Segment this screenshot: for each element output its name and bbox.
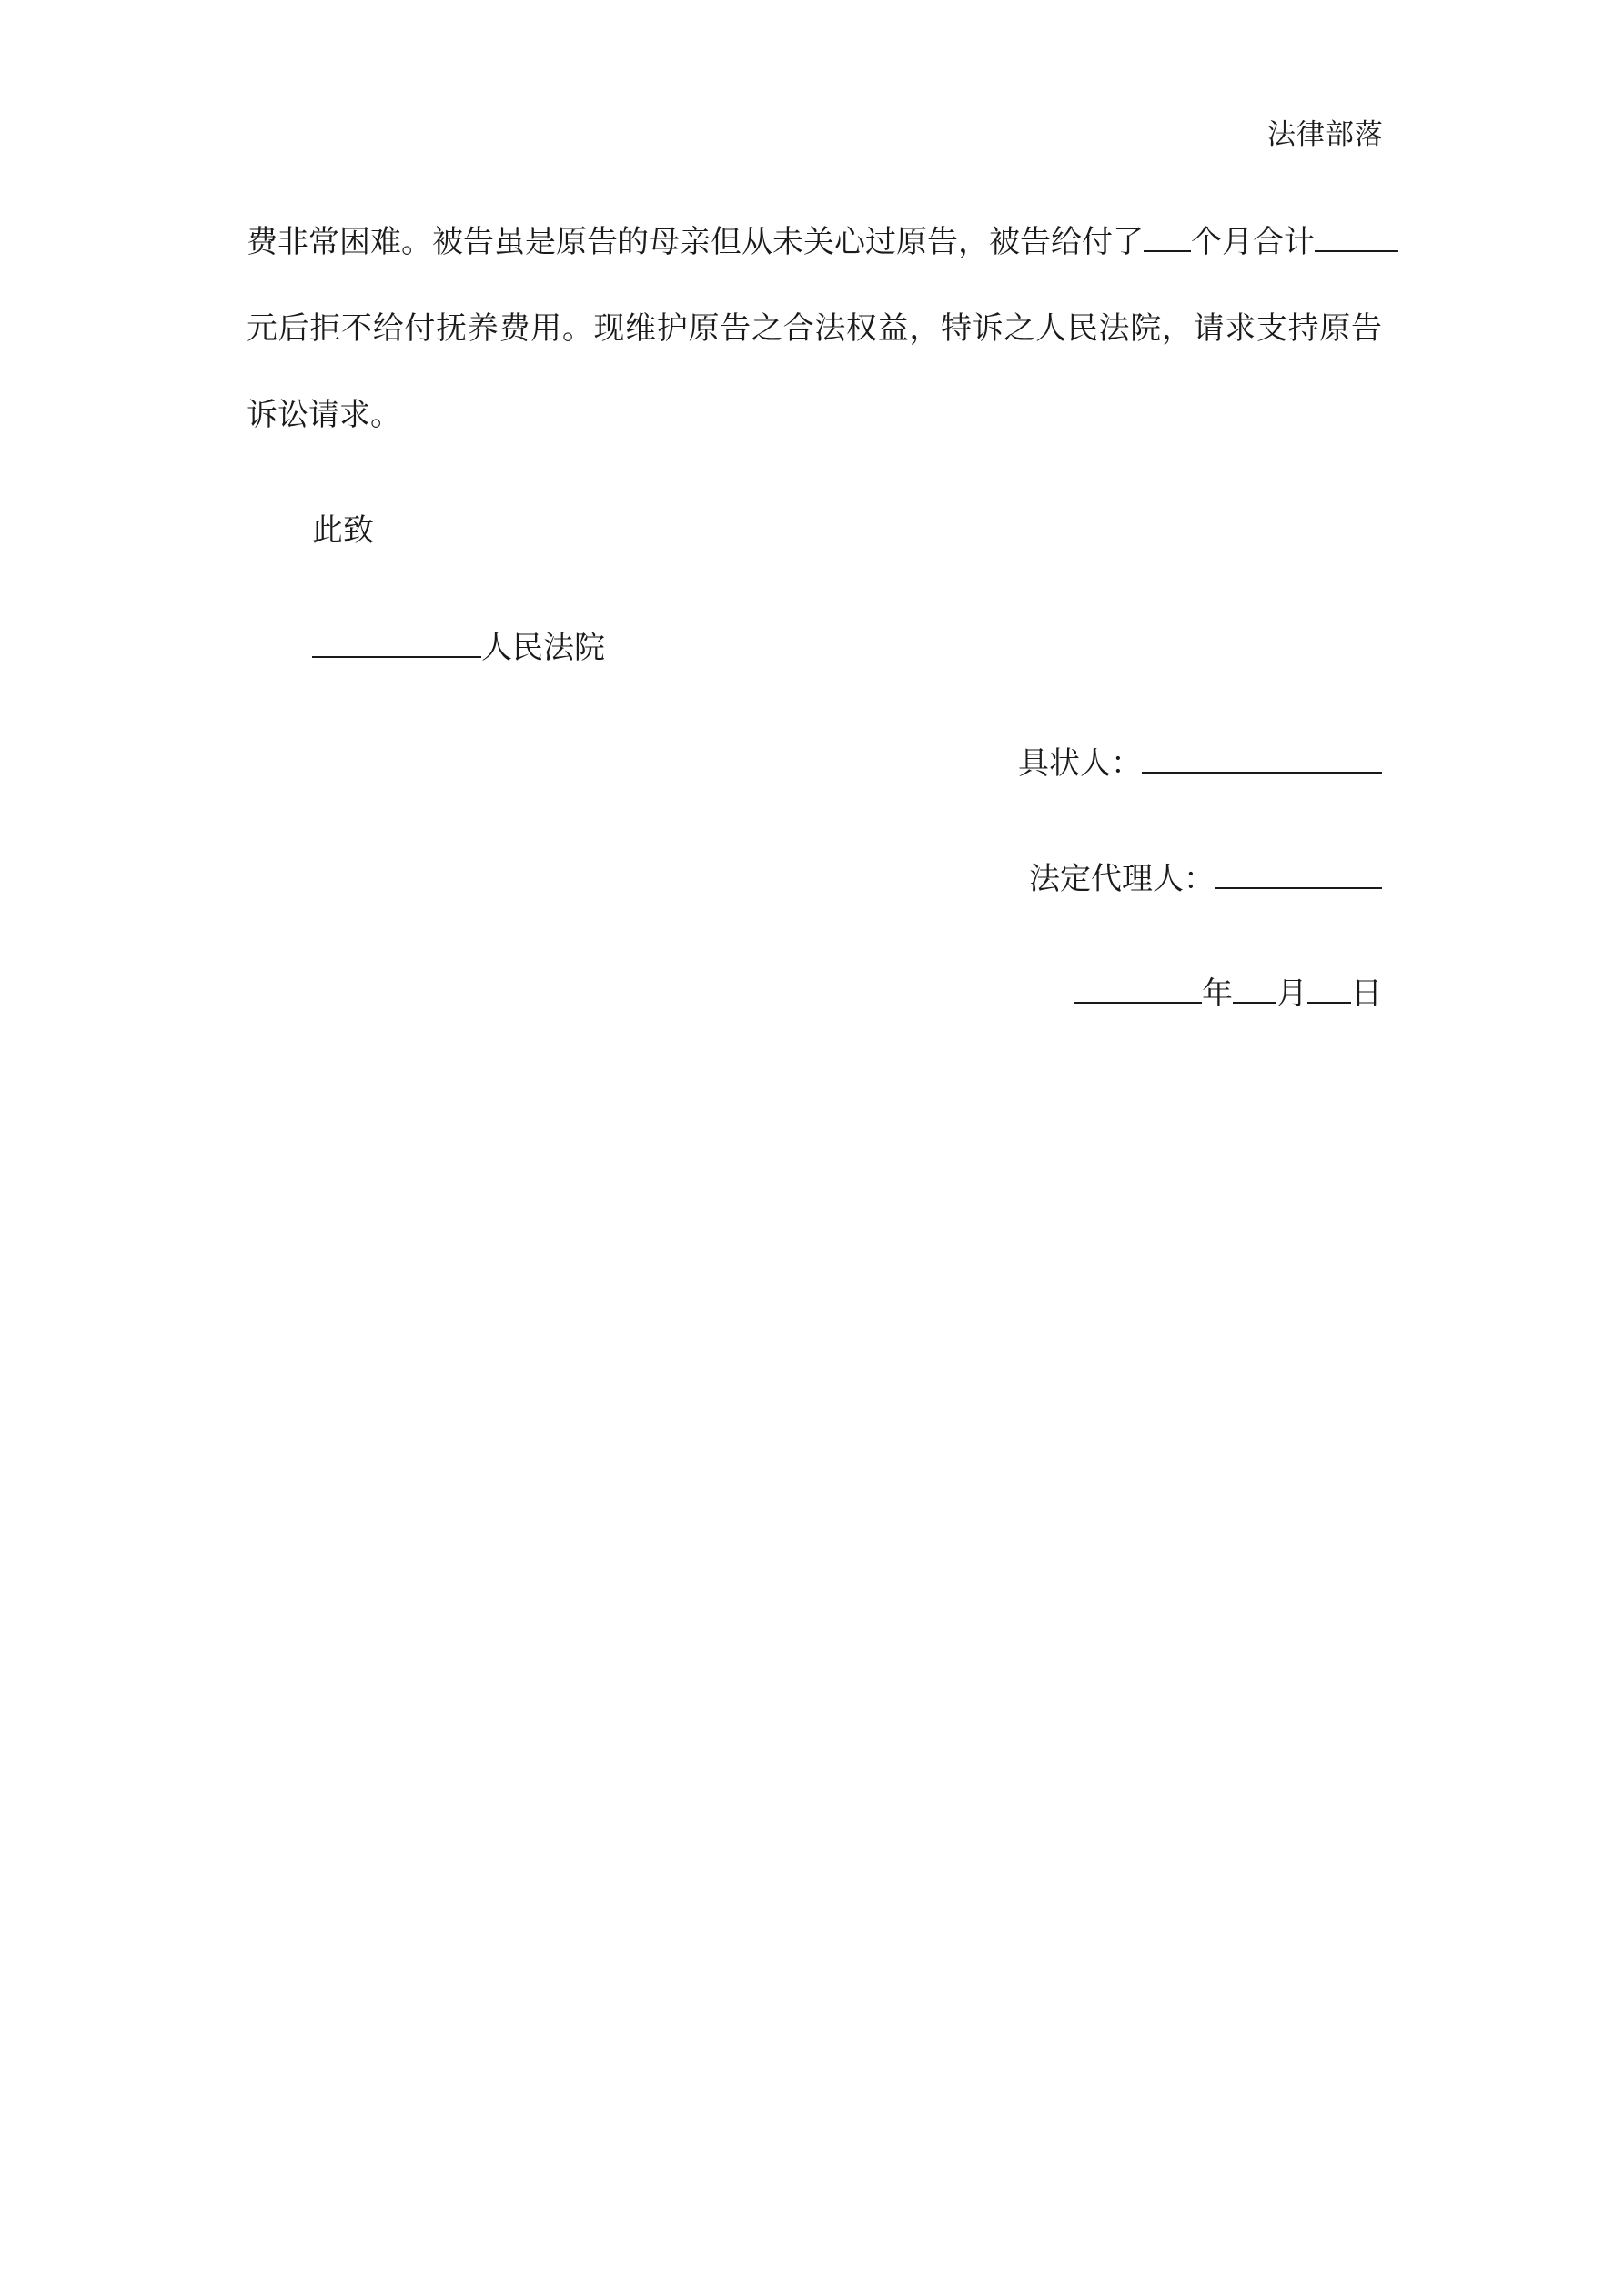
blank-court-name-field[interactable] xyxy=(312,629,481,658)
agent-label: 法定代理人： xyxy=(1029,861,1215,897)
day-label: 日 xyxy=(1351,976,1382,1012)
court-addressee xyxy=(312,626,605,670)
blank-amount-field[interactable] xyxy=(1315,223,1398,252)
body-text-segment: 费非常困难。被告虽是原告的母亲但从未关心过原告，被告给付了 xyxy=(247,224,1144,260)
blank-day-field[interactable] xyxy=(1307,975,1351,1004)
body-paragraph-line-1 xyxy=(247,220,1382,264)
body-paragraph-line-2: 元后拒不给付抚养费用。现维护原告之合法权益，特诉之人民法院，请求支持原告 xyxy=(247,310,1382,347)
month-label: 月 xyxy=(1276,976,1307,1012)
court-suffix: 人民法院 xyxy=(481,630,605,666)
date-line xyxy=(1074,972,1382,1016)
plaintiff-signature-line xyxy=(1018,742,1382,785)
body-paragraph-line-3: 诉讼请求。 xyxy=(247,397,401,433)
year-label: 年 xyxy=(1202,976,1233,1012)
blank-agent-field[interactable] xyxy=(1215,860,1382,889)
header-brand: 法律部落 xyxy=(1267,118,1384,151)
agent-signature-line xyxy=(1029,857,1382,901)
blank-plaintiff-field[interactable] xyxy=(1142,744,1382,774)
blank-months-field[interactable] xyxy=(1144,223,1191,252)
body-text-segment: 个月合计 xyxy=(1191,224,1315,260)
blank-month-field[interactable] xyxy=(1233,975,1276,1004)
closing-salutation: 此致 xyxy=(312,512,374,549)
plaintiff-label: 具状人： xyxy=(1018,745,1142,782)
blank-year-field[interactable] xyxy=(1074,975,1202,1004)
